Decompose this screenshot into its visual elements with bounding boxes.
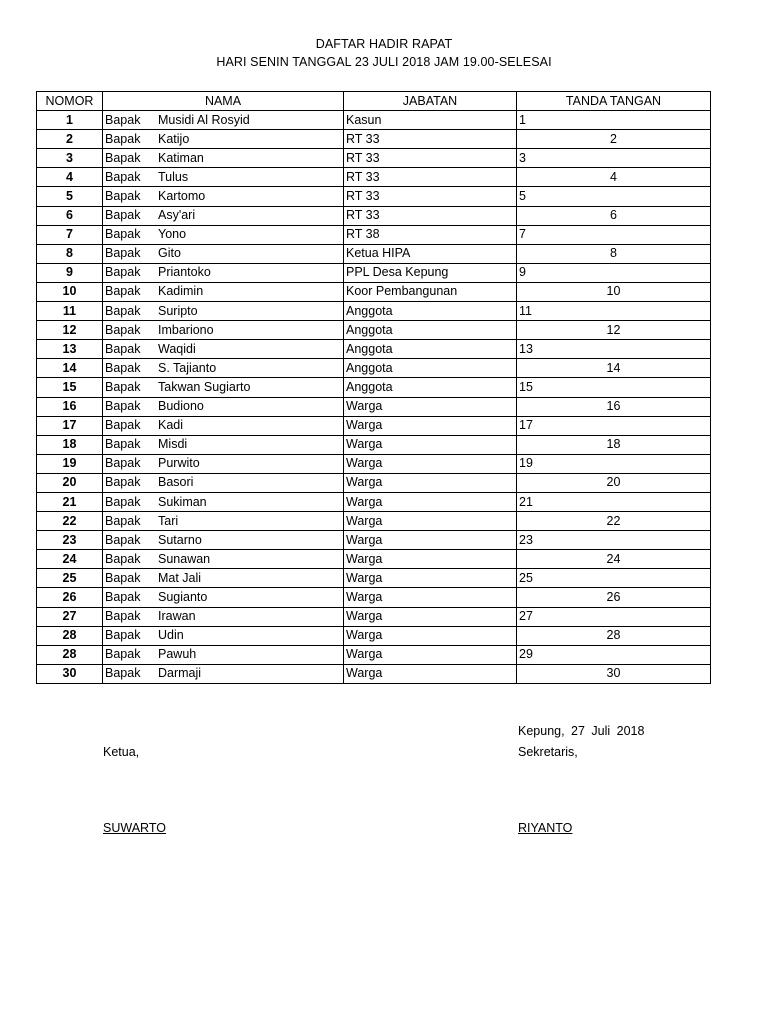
row-name-cell <box>103 454 344 473</box>
row-number: 6 <box>37 206 103 225</box>
row-position: Warga <box>344 473 517 492</box>
row-position: RT 33 <box>344 206 517 225</box>
row-signature: 14 <box>517 359 711 378</box>
row-position: Warga <box>344 626 517 645</box>
header-nomor: NOMOR <box>37 92 103 111</box>
sekretaris-label: Sekretaris, <box>518 745 578 759</box>
row-number: 12 <box>37 321 103 340</box>
row-number: 17 <box>37 416 103 435</box>
row-number: 21 <box>37 492 103 511</box>
row-honorific: Bapak <box>105 169 141 184</box>
row-honorific: Bapak <box>105 189 141 204</box>
row-signature: 16 <box>517 397 711 416</box>
row-name: Basori <box>158 475 194 490</box>
row-signature: 28 <box>517 626 711 645</box>
row-signature: 29 <box>517 645 711 664</box>
table-row <box>37 149 711 168</box>
row-position: Warga <box>344 588 517 607</box>
row-position: RT 33 <box>344 168 517 187</box>
row-name-cell <box>103 282 344 301</box>
table-row <box>37 492 711 511</box>
row-position: Anggota <box>344 321 517 340</box>
row-number: 11 <box>37 302 103 321</box>
document-subtitle: HARI SENIN TANGGAL 23 JULI 2018 JAM 19.00-SELESAI <box>216 55 552 69</box>
row-name: S. Tajianto <box>158 360 217 375</box>
row-position: Warga <box>344 416 517 435</box>
header-jabatan: JABATAN <box>344 92 517 111</box>
row-position: Anggota <box>344 378 517 397</box>
row-signature: 26 <box>517 588 711 607</box>
row-name: Darmaji <box>158 666 202 681</box>
row-honorific: Bapak <box>105 112 141 127</box>
row-name: Imbariono <box>158 322 214 337</box>
table-row <box>37 397 711 416</box>
table-row <box>37 454 711 473</box>
row-number: 25 <box>37 569 103 588</box>
table-row <box>37 626 711 645</box>
row-signature: 18 <box>517 435 711 454</box>
row-name-cell <box>103 512 344 531</box>
row-number: 2 <box>37 130 103 149</box>
row-position: Warga <box>344 512 517 531</box>
row-honorific: Bapak <box>105 494 141 509</box>
ketua-name: SUWARTO <box>103 821 166 835</box>
row-position: PPL Desa Kepung <box>344 263 517 282</box>
row-position: RT 33 <box>344 187 517 206</box>
row-name: Waqidi <box>158 341 196 356</box>
row-name-cell <box>103 111 344 130</box>
row-position: Anggota <box>344 359 517 378</box>
table-row <box>37 435 711 454</box>
header-tanda-tangan: TANDA TANGAN <box>517 92 711 111</box>
row-name: Budiono <box>158 399 204 414</box>
ketua-label: Ketua, <box>103 745 140 759</box>
row-name-cell <box>103 168 344 187</box>
row-name: Sunawan <box>158 551 211 566</box>
table-row <box>37 302 711 321</box>
row-honorific: Bapak <box>105 532 141 547</box>
table-row <box>37 168 711 187</box>
table-row <box>37 111 711 130</box>
row-honorific: Bapak <box>105 246 141 261</box>
row-name: Mat Jali <box>158 570 202 585</box>
row-honorific: Bapak <box>105 513 141 528</box>
row-signature: 21 <box>517 492 711 511</box>
table-row <box>37 550 711 569</box>
row-number: 18 <box>37 435 103 454</box>
table-row <box>37 531 711 550</box>
row-name-cell <box>103 645 344 664</box>
table-row <box>37 664 711 683</box>
row-name: Katijo <box>158 131 190 146</box>
row-position: Warga <box>344 569 517 588</box>
row-number: 23 <box>37 531 103 550</box>
row-name: Sukiman <box>158 494 207 509</box>
table-row <box>37 378 711 397</box>
row-position: Warga <box>344 645 517 664</box>
table-row <box>37 607 711 626</box>
row-name-cell <box>103 435 344 454</box>
row-name-cell <box>103 588 344 607</box>
row-signature: 30 <box>517 664 711 683</box>
row-number: 10 <box>37 282 103 301</box>
row-name: Kadi <box>158 418 184 433</box>
row-position: Warga <box>344 531 517 550</box>
row-honorific: Bapak <box>105 475 141 490</box>
row-name-cell <box>103 569 344 588</box>
row-position: Warga <box>344 397 517 416</box>
row-number: 7 <box>37 225 103 244</box>
row-signature: 12 <box>517 321 711 340</box>
row-signature: 9 <box>517 263 711 282</box>
row-name: Yono <box>158 227 187 242</box>
row-signature: 25 <box>517 569 711 588</box>
row-name-cell <box>103 130 344 149</box>
row-name-cell <box>103 378 344 397</box>
row-number: 28 <box>37 645 103 664</box>
table-row <box>37 321 711 340</box>
row-name-cell <box>103 626 344 645</box>
row-number: 20 <box>37 473 103 492</box>
row-name: Kadimin <box>158 284 204 299</box>
row-name: Udin <box>158 628 184 643</box>
row-signature: 15 <box>517 378 711 397</box>
row-honorific: Bapak <box>105 265 141 280</box>
row-number: 13 <box>37 340 103 359</box>
table-row <box>37 340 711 359</box>
row-position: Warga <box>344 454 517 473</box>
row-honorific: Bapak <box>105 227 141 242</box>
sekretaris-name: RIYANTO <box>518 821 573 835</box>
row-number: 9 <box>37 263 103 282</box>
row-name: Purwito <box>158 456 200 471</box>
row-honorific: Bapak <box>105 341 141 356</box>
row-number: 22 <box>37 512 103 531</box>
row-number: 14 <box>37 359 103 378</box>
row-honorific: Bapak <box>105 379 141 394</box>
row-number: 19 <box>37 454 103 473</box>
table-row <box>37 473 711 492</box>
row-position: RT 38 <box>344 225 517 244</box>
row-name: Kartomo <box>158 189 206 204</box>
row-number: 5 <box>37 187 103 206</box>
row-position: Warga <box>344 664 517 683</box>
row-name: Tulus <box>158 169 189 184</box>
row-number: 8 <box>37 244 103 263</box>
row-number: 24 <box>37 550 103 569</box>
table-row <box>37 263 711 282</box>
row-name: Asy'ari <box>158 208 196 223</box>
row-name: Takwan Sugiarto <box>158 379 251 394</box>
row-number: 3 <box>37 149 103 168</box>
row-name-cell <box>103 473 344 492</box>
row-number: 1 <box>37 111 103 130</box>
row-honorific: Bapak <box>105 437 141 452</box>
row-signature: 3 <box>517 149 711 168</box>
row-honorific: Bapak <box>105 150 141 165</box>
row-honorific: Bapak <box>105 456 141 471</box>
row-number: 27 <box>37 607 103 626</box>
row-signature: 10 <box>517 282 711 301</box>
table-row <box>37 645 711 664</box>
row-name-cell <box>103 416 344 435</box>
row-position: Warga <box>344 550 517 569</box>
row-honorific: Bapak <box>105 666 141 681</box>
row-signature: 5 <box>517 187 711 206</box>
row-signature: 4 <box>517 168 711 187</box>
row-position: Warga <box>344 607 517 626</box>
row-signature: 22 <box>517 512 711 531</box>
row-number: 4 <box>37 168 103 187</box>
row-signature: 19 <box>517 454 711 473</box>
table-header-row <box>37 92 711 111</box>
row-position: Warga <box>344 435 517 454</box>
row-honorific: Bapak <box>105 589 141 604</box>
row-name: Pawuh <box>158 647 197 662</box>
row-name-cell <box>103 492 344 511</box>
row-name: Suripto <box>158 303 198 318</box>
row-honorific: Bapak <box>105 284 141 299</box>
row-name: Sutarno <box>158 532 202 547</box>
row-signature: 6 <box>517 206 711 225</box>
row-signature: 2 <box>517 130 711 149</box>
row-position: Anggota <box>344 302 517 321</box>
row-name-cell <box>103 187 344 206</box>
row-name-cell <box>103 244 344 263</box>
header-nama: NAMA <box>103 92 344 111</box>
attendance-table <box>36 91 711 684</box>
row-signature: 20 <box>517 473 711 492</box>
row-position: Kasun <box>344 111 517 130</box>
row-honorific: Bapak <box>105 208 141 223</box>
row-number: 28 <box>37 626 103 645</box>
row-name-cell <box>103 531 344 550</box>
row-honorific: Bapak <box>105 131 141 146</box>
document-title: DAFTAR HADIR RAPAT <box>315 37 453 51</box>
row-honorific: Bapak <box>105 418 141 433</box>
row-honorific: Bapak <box>105 303 141 318</box>
row-signature: 8 <box>517 244 711 263</box>
row-signature: 27 <box>517 607 711 626</box>
row-position: Anggota <box>344 340 517 359</box>
table-row <box>37 206 711 225</box>
row-name-cell <box>103 550 344 569</box>
row-name: Musidi Al Rosyid <box>158 112 250 127</box>
row-number: 26 <box>37 588 103 607</box>
row-position: RT 33 <box>344 130 517 149</box>
row-honorific: Bapak <box>105 609 141 624</box>
row-position: Ketua HIPA <box>344 244 517 263</box>
row-name-cell <box>103 263 344 282</box>
row-name: Sugianto <box>158 589 208 604</box>
row-name: Katiman <box>158 150 204 165</box>
table-row <box>37 569 711 588</box>
table-body <box>37 111 711 684</box>
table-row <box>37 244 711 263</box>
row-position: RT 33 <box>344 149 517 168</box>
row-name: Misdi <box>158 437 188 452</box>
row-name: Irawan <box>158 609 196 624</box>
table-row <box>37 187 711 206</box>
row-number: 30 <box>37 664 103 683</box>
table-row <box>37 588 711 607</box>
row-name-cell <box>103 206 344 225</box>
row-signature: 24 <box>517 550 711 569</box>
row-name-cell <box>103 149 344 168</box>
table-row <box>37 130 711 149</box>
row-position: Warga <box>344 492 517 511</box>
row-honorific: Bapak <box>105 360 141 375</box>
row-name: Gito <box>158 246 181 261</box>
row-honorific: Bapak <box>105 551 141 566</box>
row-name-cell <box>103 225 344 244</box>
row-name-cell <box>103 664 344 683</box>
row-honorific: Bapak <box>105 322 141 337</box>
row-name: Priantoko <box>158 265 211 280</box>
row-signature: 17 <box>517 416 711 435</box>
row-signature: 1 <box>517 111 711 130</box>
row-name-cell <box>103 397 344 416</box>
row-name-cell <box>103 302 344 321</box>
row-number: 16 <box>37 397 103 416</box>
row-honorific: Bapak <box>105 570 141 585</box>
table-row <box>37 359 711 378</box>
row-number: 15 <box>37 378 103 397</box>
table-row <box>37 282 711 301</box>
row-name: Tari <box>158 513 179 528</box>
row-signature: 23 <box>517 531 711 550</box>
place-date: Kepung, 27 Juli 2018 <box>518 724 645 738</box>
row-name-cell <box>103 321 344 340</box>
row-position: Koor Pembangunan <box>344 282 517 301</box>
row-honorific: Bapak <box>105 399 141 414</box>
row-honorific: Bapak <box>105 647 141 662</box>
row-signature: 7 <box>517 225 711 244</box>
row-name-cell <box>103 359 344 378</box>
row-signature: 13 <box>517 340 711 359</box>
row-name-cell <box>103 340 344 359</box>
row-signature: 11 <box>517 302 711 321</box>
table-row <box>37 225 711 244</box>
row-name-cell <box>103 607 344 626</box>
row-honorific: Bapak <box>105 628 141 643</box>
table-row <box>37 416 711 435</box>
table-row <box>37 512 711 531</box>
